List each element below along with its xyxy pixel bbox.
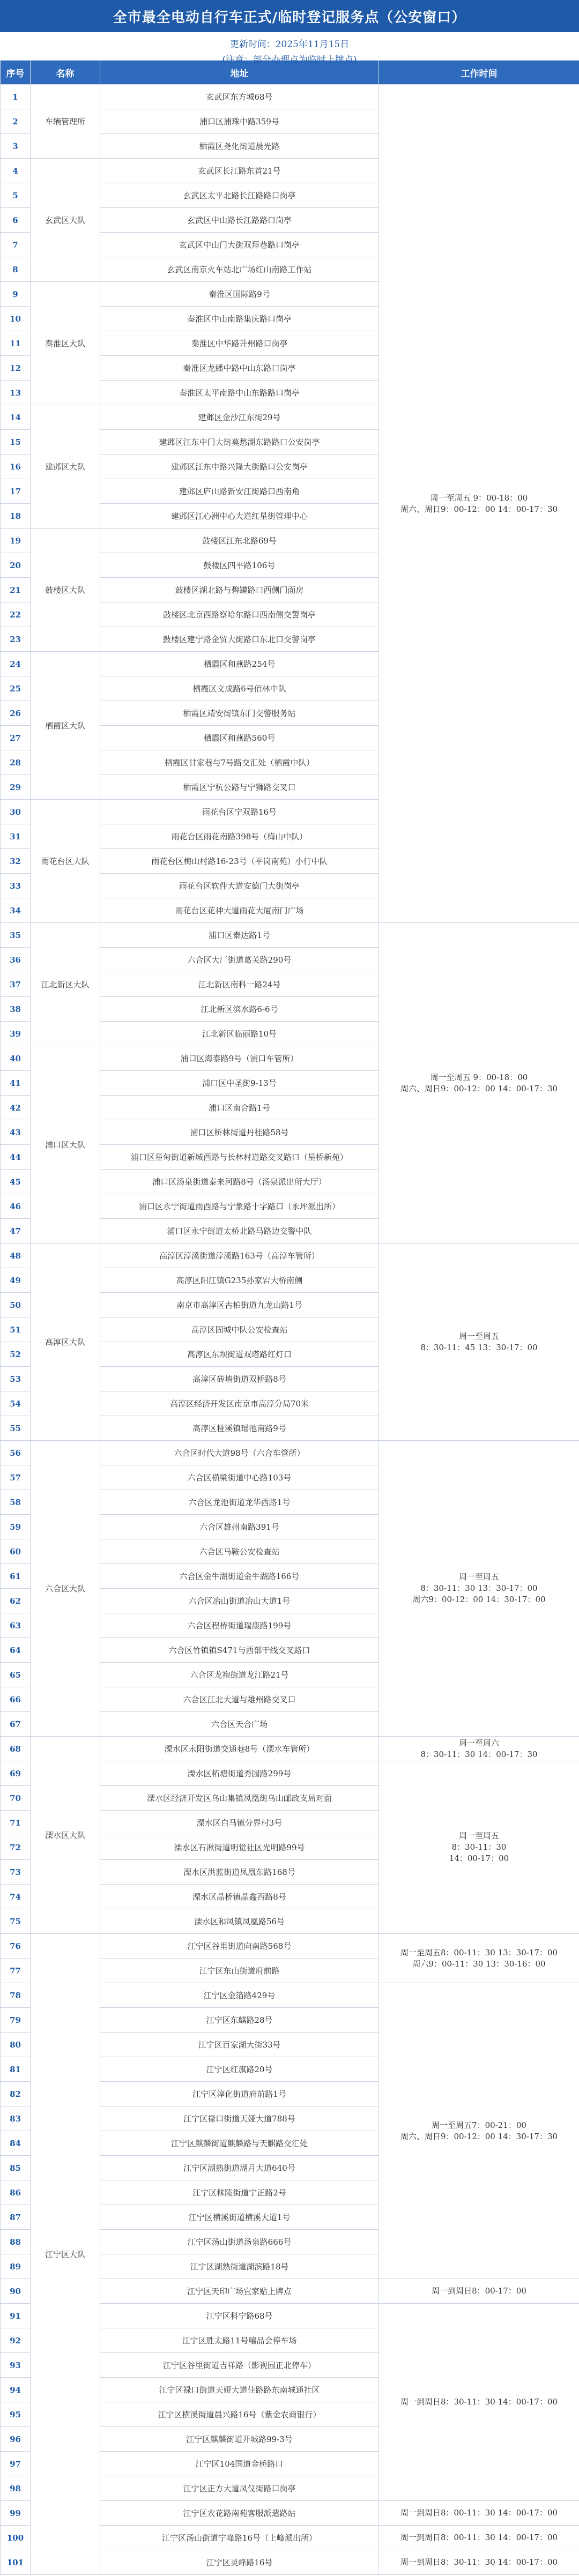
address-cell: 江北新区滨水路6-6号 (100, 997, 379, 1022)
row-index: 9 (1, 282, 31, 307)
address-cell: 玄武区南京火车站北广场红山南路工作站 (100, 257, 379, 282)
row-index: 46 (1, 1194, 31, 1219)
address-cell: 江宁区谷里街道吉祥路（影视园正北停车） (100, 2353, 379, 2378)
row-index: 97 (1, 2452, 31, 2476)
row-index: 11 (1, 331, 31, 356)
address-cell: 雨花台区软件大道安德门大街岗亭 (100, 874, 379, 898)
address-cell: 建邺区江东中路兴隆大街路口公安岗亭 (100, 455, 379, 479)
row-index: 28 (1, 750, 31, 775)
row-index: 90 (1, 2279, 31, 2304)
table-row (1, 1244, 579, 1268)
address-cell: 栖霞区尧化街道晨光路 (100, 134, 379, 159)
row-index: 86 (1, 2180, 31, 2205)
row-index: 13 (1, 381, 31, 405)
address-cell: 鼓楼区建宁路金贸大街路口东北口交警岗亭 (100, 627, 379, 652)
row-index: 93 (1, 2353, 31, 2378)
address-cell: 浦口区浦珠中路359号 (100, 109, 379, 134)
address-cell: 溧水区和凤镇凤凰路56号 (100, 1909, 379, 1934)
table-row (1, 923, 579, 948)
row-index: 39 (1, 1022, 31, 1046)
row-index: 40 (1, 1046, 31, 1071)
address-cell: 江宁区禄口街道天娅大道佳路路东南城通社区 (100, 2378, 379, 2402)
row-index: 95 (1, 2402, 31, 2427)
address-cell: 玄武区中山门大街双拜巷路口岗亭 (100, 233, 379, 257)
row-index: 65 (1, 1663, 31, 1687)
address-cell: 六合区马鞍公安检查站 (100, 1539, 379, 1564)
address-cell: 江宁区汤山街道宁峰路16号（上峰派出所） (100, 2526, 379, 2550)
row-index: 27 (1, 726, 31, 750)
row-index: 18 (1, 504, 31, 528)
row-index: 83 (1, 2106, 31, 2131)
address-cell: 溧水区晶桥镇晶鑫西路8号 (100, 1885, 379, 1909)
table-row (1, 1737, 579, 1761)
unit-name: 秦淮区大队 (31, 282, 100, 405)
unit-name: 浦口区大队 (31, 1046, 100, 1244)
row-index: 41 (1, 1071, 31, 1096)
address-cell: 江宁区横溪街道横溪大道1号 (100, 2205, 379, 2230)
row-index: 31 (1, 824, 31, 849)
row-index: 80 (1, 2032, 31, 2057)
row-index: 42 (1, 1096, 31, 1120)
address-cell: 江宁区谷里街道向南路568号 (100, 1934, 379, 1959)
working-hours-cell: 周一到周日8：00-11：30 14：00-17：00 (379, 2526, 579, 2550)
address-cell: 雨花台区花神大道雨花大厦南门广场 (100, 898, 379, 923)
address-cell: 栖霞区和燕路560号 (100, 726, 379, 750)
address-cell: 秦淮区中华路升州路口岗亭 (100, 331, 379, 356)
column-header-index: 序号 (1, 61, 31, 85)
row-index: 94 (1, 2378, 31, 2402)
address-cell: 六合区金牛湖街道金牛湖路166号 (100, 1564, 379, 1589)
working-hours-cell: 周一到周日8：30-11：30 14：00-17：00 (379, 2550, 579, 2575)
address-cell: 高淳区砖墙街道双桥路8号 (100, 1367, 379, 1391)
address-cell: 栖霞区甘家巷与7号路交汇处（栖霞中队） (100, 750, 379, 775)
row-index: 64 (1, 1638, 31, 1663)
row-index: 54 (1, 1391, 31, 1416)
row-index: 67 (1, 1712, 31, 1737)
row-index: 55 (1, 1416, 31, 1441)
working-hours-cell: 周一至周六 8：30-11：30 14：00-17：30 (379, 1737, 579, 1761)
row-index: 26 (1, 701, 31, 726)
address-cell: 江北新区南科一路24号 (100, 972, 379, 997)
unit-name: 栖霞区大队 (31, 652, 100, 800)
address-cell: 六合区大厂街道葛关路290号 (100, 948, 379, 972)
working-hours-cell: 周一到周日8：00-17：00 (379, 2279, 579, 2304)
address-cell: 江宁区东山街道府前路 (100, 1959, 379, 1983)
working-hours-cell: 周一至周五8：00-11：30 13：30-17：00 周六9：00-11：30 13：30-16：00 (379, 1934, 579, 1983)
row-index: 57 (1, 1465, 31, 1490)
address-cell: 六合区横梁街道中心路103号 (100, 1465, 379, 1490)
unit-name: 江北新区大队 (31, 923, 100, 1046)
address-cell: 溧水区柘塘街道秀园路299号 (100, 1761, 379, 1786)
working-hours-cell: 周一到周日8：00-11：30 14：00-17：00 (379, 2501, 579, 2526)
working-hours-cell: 周一至周五 9：00-18：00 周六、周日9：00-12：00 14：00-17：30 (379, 85, 579, 923)
row-index: 5 (1, 183, 31, 208)
row-index: 10 (1, 307, 31, 331)
address-cell: 六合区时代大道98号（六合车管所） (100, 1441, 379, 1465)
row-index: 70 (1, 1786, 31, 1811)
row-index: 14 (1, 405, 31, 430)
address-cell: 六合区雄州南路391号 (100, 1515, 379, 1539)
address-cell: 江宁区金箔路429号 (100, 1983, 379, 2008)
working-hours-cell: 周一至周五 8：30-11：45 13：30-17：00 (379, 1244, 579, 1441)
row-index: 23 (1, 627, 31, 652)
row-index: 63 (1, 1613, 31, 1638)
address-cell: 建邺区金沙江东街29号 (100, 405, 379, 430)
row-index: 37 (1, 972, 31, 997)
address-cell: 高淳区固城中队公安检查站 (100, 1317, 379, 1342)
address-cell: 建邺区庐山路新安江街路口西南角 (100, 479, 379, 504)
row-index: 60 (1, 1539, 31, 1564)
update-time: 更新时间：2025年11月15日 (229, 39, 350, 50)
address-cell: 雨花台区梅山村路16-23号（平岗南苑）小行中队 (100, 849, 379, 874)
column-header-address: 地址 (100, 61, 379, 85)
address-cell: 浦口区海泰路9号（浦口车管所） (100, 1046, 379, 1071)
note-text: (注意：部分办理点为临时上牌点) (222, 55, 357, 65)
row-index: 72 (1, 1835, 31, 1860)
working-hours-cell: 周一至周五 8：30-11：30 13：30-17：00 周六9：00-12：00 14：30-17：00 (379, 1441, 579, 1737)
address-cell: 浦口区汤泉街道泰来河路8号（汤泉派出所大厅） (100, 1170, 379, 1194)
address-cell: 江宁区农花路南苑客服派遣路站 (100, 2501, 379, 2526)
working-hours-cell: 周一至周五 8：30-11：30 14：00-17：00 (379, 1761, 579, 1934)
table-row (1, 1441, 579, 1465)
address-cell: 秦淮区太平南路中山东路路口岗亭 (100, 381, 379, 405)
address-cell: 江宁区红旗路20号 (100, 2057, 379, 2082)
row-index: 77 (1, 1959, 31, 1983)
address-cell: 江宁区麒麟街道麒麟路与天麒路交汇处 (100, 2131, 379, 2156)
address-cell: 浦口区南合路1号 (100, 1096, 379, 1120)
address-cell: 江宁区汤山街道汤泉路666号 (100, 2230, 379, 2254)
row-index: 34 (1, 898, 31, 923)
address-cell: 秦淮区龙蟠中路中山东路口岗亭 (100, 356, 379, 381)
address-cell: 江宁区禄口街道天娅大道788号 (100, 2106, 379, 2131)
address-cell: 浦口区星甸街道新城西路与长林村道路交叉路口（星桥新苑） (100, 1145, 379, 1170)
unit-name: 建邺区大队 (31, 405, 100, 528)
address-cell: 溧水区永阳街道交通巷8号（溧水车管所） (100, 1737, 379, 1761)
address-cell: 玄武区东方城68号 (100, 85, 379, 109)
row-index: 8 (1, 257, 31, 282)
row-index: 76 (1, 1934, 31, 1959)
address-cell: 高淳区东坝街道双塔路红灯口 (100, 1342, 379, 1367)
row-index: 24 (1, 652, 31, 676)
page-title: 全市最全电动自行车正式/临时登记服务点（公安窗口） (0, 0, 579, 32)
row-index: 6 (1, 208, 31, 233)
row-index: 15 (1, 430, 31, 455)
column-header-name: 名称 (31, 61, 100, 85)
row-index: 89 (1, 2254, 31, 2279)
row-index: 1 (1, 85, 31, 109)
address-cell: 栖霞区文成路6号佰林中队 (100, 676, 379, 701)
address-cell: 江宁区天印广场宜家贴上牌点 (100, 2279, 379, 2304)
table-row (1, 85, 579, 109)
row-index: 30 (1, 800, 31, 824)
address-cell: 江宁区104国道金桥路口 (100, 2452, 379, 2476)
address-cell: 六合区江北大道与雄州路交叉口 (100, 1687, 379, 1712)
row-index: 47 (1, 1219, 31, 1244)
row-index: 51 (1, 1317, 31, 1342)
address-cell: 六合区天合广场 (100, 1712, 379, 1737)
row-index: 35 (1, 923, 31, 948)
row-index: 59 (1, 1515, 31, 1539)
address-cell: 江宁区淳化街道府前路1号 (100, 2082, 379, 2106)
page-header (0, 0, 579, 65)
row-index: 2 (1, 109, 31, 134)
row-index: 43 (1, 1120, 31, 1145)
address-cell: 浦口区桥林街道丹桂路58号 (100, 1120, 379, 1145)
address-cell: 南京市高淳区古柏街道九龙山路1号 (100, 1293, 379, 1317)
row-index: 33 (1, 874, 31, 898)
address-cell: 江宁区科宁路68号 (100, 2304, 379, 2328)
row-index: 52 (1, 1342, 31, 1367)
row-index: 36 (1, 948, 31, 972)
row-index: 71 (1, 1811, 31, 1835)
working-hours-cell: 周一至周五7：00-21：00 周六、周日9：00-12：00 14：30-17：30 (379, 1983, 579, 2279)
unit-name: 鼓楼区大队 (31, 528, 100, 652)
address-cell: 栖霞区和燕路254号 (100, 652, 379, 676)
address-cell: 江宁区麒麟街道开城路99-3号 (100, 2427, 379, 2452)
row-index: 78 (1, 1983, 31, 2008)
row-index: 68 (1, 1737, 31, 1761)
row-index: 7 (1, 233, 31, 257)
row-index: 53 (1, 1367, 31, 1391)
row-index: 32 (1, 849, 31, 874)
address-cell: 六合区龙袍街道龙江路21号 (100, 1663, 379, 1687)
row-index: 91 (1, 2304, 31, 2328)
address-cell: 江宁区灵峰路16号 (100, 2550, 379, 2575)
row-index: 99 (1, 2501, 31, 2526)
row-index: 79 (1, 2008, 31, 2032)
service-points-table (0, 60, 579, 2575)
address-cell: 江宁区秣陵街道宁正路2号 (100, 2180, 379, 2205)
row-index: 29 (1, 775, 31, 800)
address-cell: 建邺区江心洲中心大道红星街管理中心 (100, 504, 379, 528)
row-index: 66 (1, 1687, 31, 1712)
address-cell: 浦口区永宁街道雨西路与宁象路十字路口（永坪派出所） (100, 1194, 379, 1219)
row-index: 25 (1, 676, 31, 701)
column-header-hours: 工作时间 (379, 61, 579, 85)
address-cell: 建邺区江东中门大街莫愁湖东路路口公安岗亭 (100, 430, 379, 455)
address-cell: 江宁区横溪街道晨兴路16号（紫金农商银行） (100, 2402, 379, 2427)
unit-name: 六合区大队 (31, 1441, 100, 1737)
row-index: 74 (1, 1885, 31, 1909)
row-index: 88 (1, 2230, 31, 2254)
row-index: 19 (1, 528, 31, 553)
address-cell: 玄武区太平北路长江路路口岗亭 (100, 183, 379, 208)
address-cell: 秦淮区中山南路集庆路口岗亭 (100, 307, 379, 331)
unit-name: 溧水区大队 (31, 1737, 100, 1934)
address-cell: 江宁区东麒路28号 (100, 2008, 379, 2032)
address-cell: 江北新区临丽路10号 (100, 1022, 379, 1046)
unit-name: 雨花台区大队 (31, 800, 100, 923)
unit-name: 江宁区大队 (31, 1934, 100, 2575)
address-cell: 栖霞区宁杭公路与宁狮路交叉口 (100, 775, 379, 800)
address-cell: 浦口区中圣街9-13号 (100, 1071, 379, 1096)
row-index: 22 (1, 602, 31, 627)
address-cell: 雨花台区宁双路16号 (100, 800, 379, 824)
address-cell: 溧水区石湫街道明觉社区光明路99号 (100, 1835, 379, 1860)
row-index: 44 (1, 1145, 31, 1170)
address-cell: 鼓楼区四平路106号 (100, 553, 379, 578)
row-index: 58 (1, 1490, 31, 1515)
row-index: 61 (1, 1564, 31, 1589)
address-cell: 江宁区胜太路11号嘻品会停车场 (100, 2328, 379, 2353)
row-index: 81 (1, 2057, 31, 2082)
working-hours-cell: 周一到周日8：30-11：30 14：00-17：00 (379, 2304, 579, 2501)
row-index: 73 (1, 1860, 31, 1885)
row-index: 62 (1, 1589, 31, 1613)
address-cell: 溧水区经济开发区乌山集镇凤凰街乌山邮政支局对面 (100, 1786, 379, 1811)
address-cell: 玄武区中山路长江路路口岗亭 (100, 208, 379, 233)
row-index: 96 (1, 2427, 31, 2452)
address-cell: 江宁区正方大道凤仪街路口岗亭 (100, 2476, 379, 2501)
address-cell: 江宁区百家湖大街33号 (100, 2032, 379, 2057)
row-index: 4 (1, 159, 31, 183)
row-index: 92 (1, 2328, 31, 2353)
row-index: 20 (1, 553, 31, 578)
address-cell: 六合区竹镇镇S471与西部干线交叉路口 (100, 1638, 379, 1663)
row-index: 16 (1, 455, 31, 479)
address-cell: 六合区冶山街道冶山大道1号 (100, 1589, 379, 1613)
row-index: 84 (1, 2131, 31, 2156)
address-cell: 玄武区长江路东首21号 (100, 159, 379, 183)
table-body (1, 85, 579, 2575)
unit-name: 玄武区大队 (31, 159, 100, 282)
address-cell: 高淳区桠溪镇瑶池南路9号 (100, 1416, 379, 1441)
address-cell: 鼓楼区北京西路察哈尔路口西南侧交警岗亭 (100, 602, 379, 627)
unit-name: 车辆管理所 (31, 85, 100, 159)
address-cell: 六合区程桥街道瑞康路199号 (100, 1613, 379, 1638)
row-index: 3 (1, 134, 31, 159)
address-cell: 高淳区阳江镇G235孙家宕大桥南侧 (100, 1268, 379, 1293)
address-cell: 栖霞区靖安街镇东门交警服务站 (100, 701, 379, 726)
row-index: 82 (1, 2082, 31, 2106)
row-index: 85 (1, 2156, 31, 2180)
row-index: 101 (1, 2550, 31, 2575)
working-hours-cell: 周一至周五 9：00-18：00 周六、周日9：00-12：00 14：00-17：30 (379, 923, 579, 1244)
row-index: 45 (1, 1170, 31, 1194)
address-cell: 高淳区经济开发区南京市高淳分局70米 (100, 1391, 379, 1416)
address-cell: 江宁区湖熟街道湖月大道640号 (100, 2156, 379, 2180)
row-index: 50 (1, 1293, 31, 1317)
address-cell: 高淳区淳溪街道淳溪路163号（高淳车管所） (100, 1244, 379, 1268)
row-index: 12 (1, 356, 31, 381)
row-index: 69 (1, 1761, 31, 1786)
address-cell: 浦口区永宁街道太桥北路马路边交警中队 (100, 1219, 379, 1244)
row-index: 48 (1, 1244, 31, 1268)
row-index: 100 (1, 2526, 31, 2550)
address-cell: 江宁区湖熟街道湖滨路18号 (100, 2254, 379, 2279)
row-index: 56 (1, 1441, 31, 1465)
address-cell: 溧水区白马镇分界村3号 (100, 1811, 379, 1835)
address-cell: 雨花台区雨花南路398号（梅山中队） (100, 824, 379, 849)
address-cell: 溧水区洪蓝街道凤凰东路168号 (100, 1860, 379, 1885)
row-index: 21 (1, 578, 31, 602)
unit-name: 高淳区大队 (31, 1244, 100, 1441)
row-index: 38 (1, 997, 31, 1022)
row-index: 98 (1, 2476, 31, 2501)
address-cell: 鼓楼区江东北路69号 (100, 528, 379, 553)
address-cell: 秦淮区国际路9号 (100, 282, 379, 307)
address-cell: 鼓楼区湖北路与碧罐路口西侧门面房 (100, 578, 379, 602)
row-index: 49 (1, 1268, 31, 1293)
address-cell: 六合区龙池街道龙华西路1号 (100, 1490, 379, 1515)
row-index: 17 (1, 479, 31, 504)
table-row (1, 1934, 579, 1959)
address-cell: 浦口区泰达路1号 (100, 923, 379, 948)
row-index: 75 (1, 1909, 31, 1934)
row-index: 87 (1, 2205, 31, 2230)
